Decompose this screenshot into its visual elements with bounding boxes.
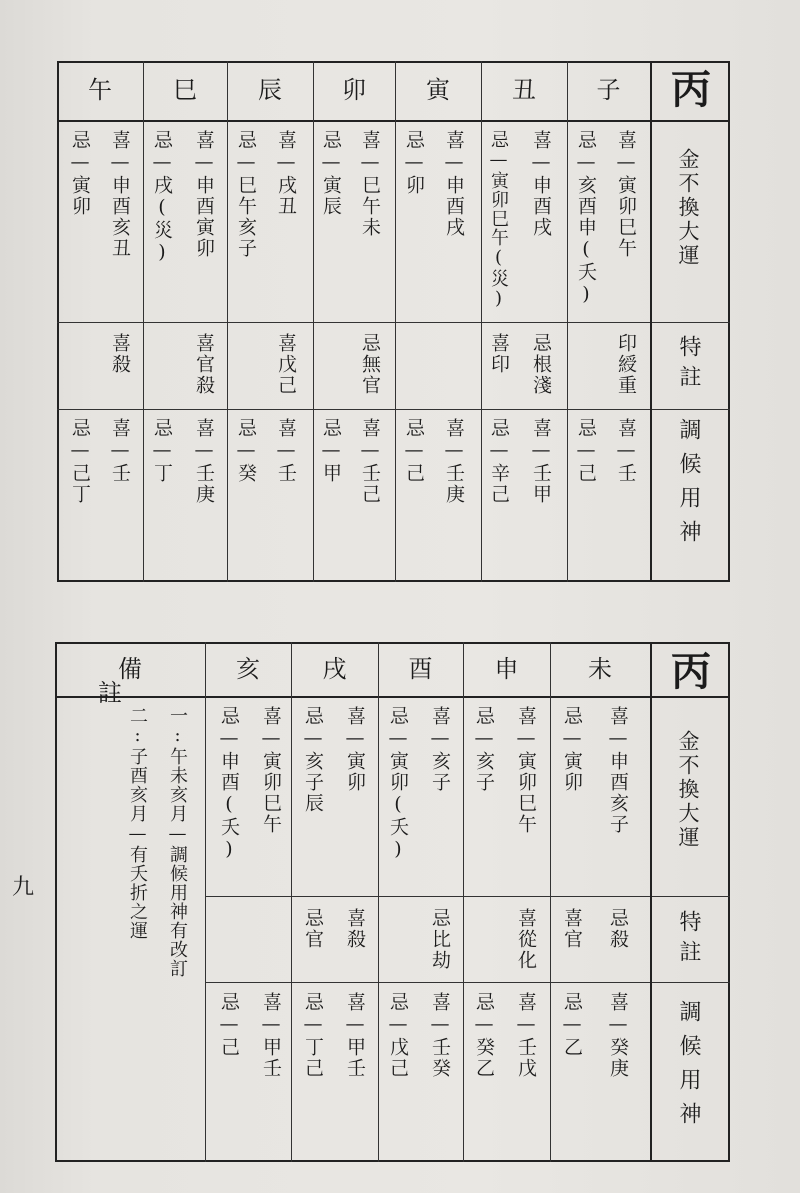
notes-header: 備註	[98, 655, 182, 707]
bottom-col-divider	[378, 642, 379, 1162]
bottom-branch-header: 亥	[236, 655, 260, 683]
top-col-divider	[395, 61, 396, 582]
note-line: 一:午未亥月—調候用神有改訂	[167, 706, 188, 978]
top-dayun-ji: 忌—寅卯巳午(災)	[488, 130, 509, 310]
top-dayun-ji: 忌—戌(災)	[151, 130, 173, 265]
bottom-special-note: 喜從化	[515, 908, 537, 971]
top-special-note: 喜印	[488, 333, 510, 375]
bottom-tiaohou-ji: 忌—戊己	[387, 992, 409, 1079]
top-branch-header: 午	[88, 76, 112, 104]
bottom-tiaohou-xi: 喜—甲壬	[344, 992, 366, 1079]
top-tiaohou-ji: 忌—癸	[235, 418, 257, 484]
top-special-note: 喜官殺	[193, 333, 215, 396]
bottom-special-note: 喜殺	[344, 908, 366, 950]
top-dayun-ji: 忌—寅辰	[320, 130, 342, 217]
bottom-branch-header: 酉	[408, 655, 433, 683]
top-tiaohou-xi: 喜—壬	[615, 418, 637, 484]
top-dayun-xi: 喜—戌丑	[275, 130, 297, 217]
top-label-dayun: 金不換大運	[676, 148, 700, 268]
top-stem: 丙	[671, 66, 711, 113]
bottom-dayun-ji: 忌—寅卯(夭)	[387, 706, 409, 862]
top-tiaohou-xi: 喜—壬	[275, 418, 297, 484]
top-branch-header: 丑	[512, 76, 536, 104]
bottom-dayun-xi: 喜—申酉亥子	[607, 706, 629, 835]
top-branch-header: 辰	[258, 76, 282, 104]
top-tiaohou-ji: 忌—己	[403, 418, 425, 484]
top-tiaohou-xi: 喜—壬庚	[193, 418, 215, 505]
bottom-special-note: 忌比劫	[429, 908, 451, 971]
bottom-branch-header: 戌	[322, 655, 347, 683]
bottom-special-note: 忌官	[302, 908, 324, 950]
top-dayun-xi: 喜—申酉戌	[443, 130, 465, 238]
top-dayun-xi: 喜—申酉亥丑	[109, 130, 131, 259]
top-special-note: 忌根淺	[530, 333, 552, 396]
top-special-note: 喜殺	[109, 333, 131, 375]
top-tiaohou-xi: 喜—壬	[109, 418, 131, 484]
top-tiaohou-ji: 忌—己	[575, 418, 597, 484]
bottom-dayun-xi: 喜—亥子	[429, 706, 451, 793]
note-line: 二:子酉亥月—有夭折之運	[127, 706, 148, 940]
bottom-tiaohou-ji: 忌—丁己	[302, 992, 324, 1079]
top-dayun-xi: 喜—寅卯巳午	[615, 130, 637, 259]
bottom-branch-header: 申	[494, 655, 519, 683]
top-special-note: 喜戊己	[275, 333, 297, 396]
bottom-col-divider	[463, 642, 464, 1162]
top-row-divider-1	[57, 322, 730, 323]
bottom-tiaohou-xi: 喜—癸庚	[607, 992, 629, 1079]
top-branch-header: 卯	[342, 76, 366, 104]
bottom-dayun-ji: 忌—亥子辰	[302, 706, 324, 814]
bottom-dayun-ji: 忌—亥子	[473, 706, 495, 793]
top-col-divider	[143, 61, 144, 582]
top-dayun-xi: 喜—巳午未	[359, 130, 381, 238]
top-label-special: 特註	[676, 335, 701, 395]
top-dayun-ji: 忌—巳午亥子	[235, 130, 257, 259]
page-number: 九	[12, 875, 35, 900]
bottom-branch-header: 未	[588, 655, 612, 683]
bottom-dayun-xi: 喜—寅卯巳午	[515, 706, 537, 835]
bottom-tiaohou-xi: 喜—壬戊	[515, 992, 537, 1079]
top-dayun-ji: 忌—寅卯	[69, 130, 91, 217]
top-dayun-xi: 喜—申酉寅卯	[193, 130, 215, 259]
top-col-divider	[567, 61, 568, 582]
bottom-col-divider	[205, 642, 206, 1162]
top-tiaohou-xi: 喜—壬己	[359, 418, 381, 505]
bottom-dayun-ji: 忌—寅卯	[561, 706, 583, 793]
bottom-tiaohou-ji: 忌—癸乙	[473, 992, 495, 1079]
bottom-label-tiaohou: 調候用神	[676, 1000, 701, 1136]
top-tiaohou-xi: 喜—壬甲	[530, 418, 552, 505]
top-tiaohou-ji: 忌—丁	[151, 418, 173, 484]
bottom-special-note: 忌殺	[607, 908, 629, 950]
bottom-dayun-ji: 忌—申酉(夭)	[218, 706, 240, 862]
top-col-divider	[227, 61, 228, 582]
top-tiaohou-ji: 忌—己丁	[69, 418, 91, 505]
top-branch-header: 巳	[173, 76, 197, 104]
top-tiaohou-xi: 喜—壬庚	[443, 418, 465, 505]
top-label-divider	[650, 61, 652, 582]
bottom-label-divider	[650, 642, 652, 1162]
bottom-special-note: 喜官	[561, 908, 583, 950]
top-col-divider	[313, 61, 314, 582]
bottom-tiaohou-xi: 喜—甲壬	[260, 992, 282, 1079]
top-tiaohou-ji: 忌—辛己	[488, 418, 510, 505]
bottom-label-special: 特註	[676, 910, 701, 970]
top-dayun-ji: 忌—卯	[403, 130, 425, 196]
top-special-note: 忌無官	[359, 333, 381, 396]
bottom-dayun-xi: 喜—寅卯巳午	[260, 706, 282, 835]
bottom-col-divider	[550, 642, 551, 1162]
top-label-tiaohou: 調候用神	[676, 418, 701, 554]
top-special-note: 印綬重	[615, 333, 637, 396]
top-dayun-xi: 喜—申酉戌	[530, 130, 552, 238]
bottom-tiaohou-ji: 忌—乙	[561, 992, 583, 1058]
top-branch-header: 寅	[426, 76, 450, 104]
bottom-stem: 丙	[671, 648, 711, 695]
bottom-dayun-xi: 喜—寅卯	[344, 706, 366, 793]
top-row-divider-2	[57, 409, 730, 410]
bottom-tiaohou-xi: 喜—壬癸	[429, 992, 451, 1079]
bottom-tiaohou-ji: 忌—己	[218, 992, 240, 1058]
top-col-divider	[481, 61, 482, 582]
top-tiaohou-ji: 忌—甲	[320, 418, 342, 484]
top-header-divider	[57, 120, 730, 122]
bottom-col-divider	[291, 642, 292, 1162]
bottom-label-dayun: 金不換大運	[676, 730, 700, 850]
top-branch-header: 子	[596, 76, 621, 104]
top-dayun-ji: 忌—亥酉申(夭)	[575, 130, 597, 307]
